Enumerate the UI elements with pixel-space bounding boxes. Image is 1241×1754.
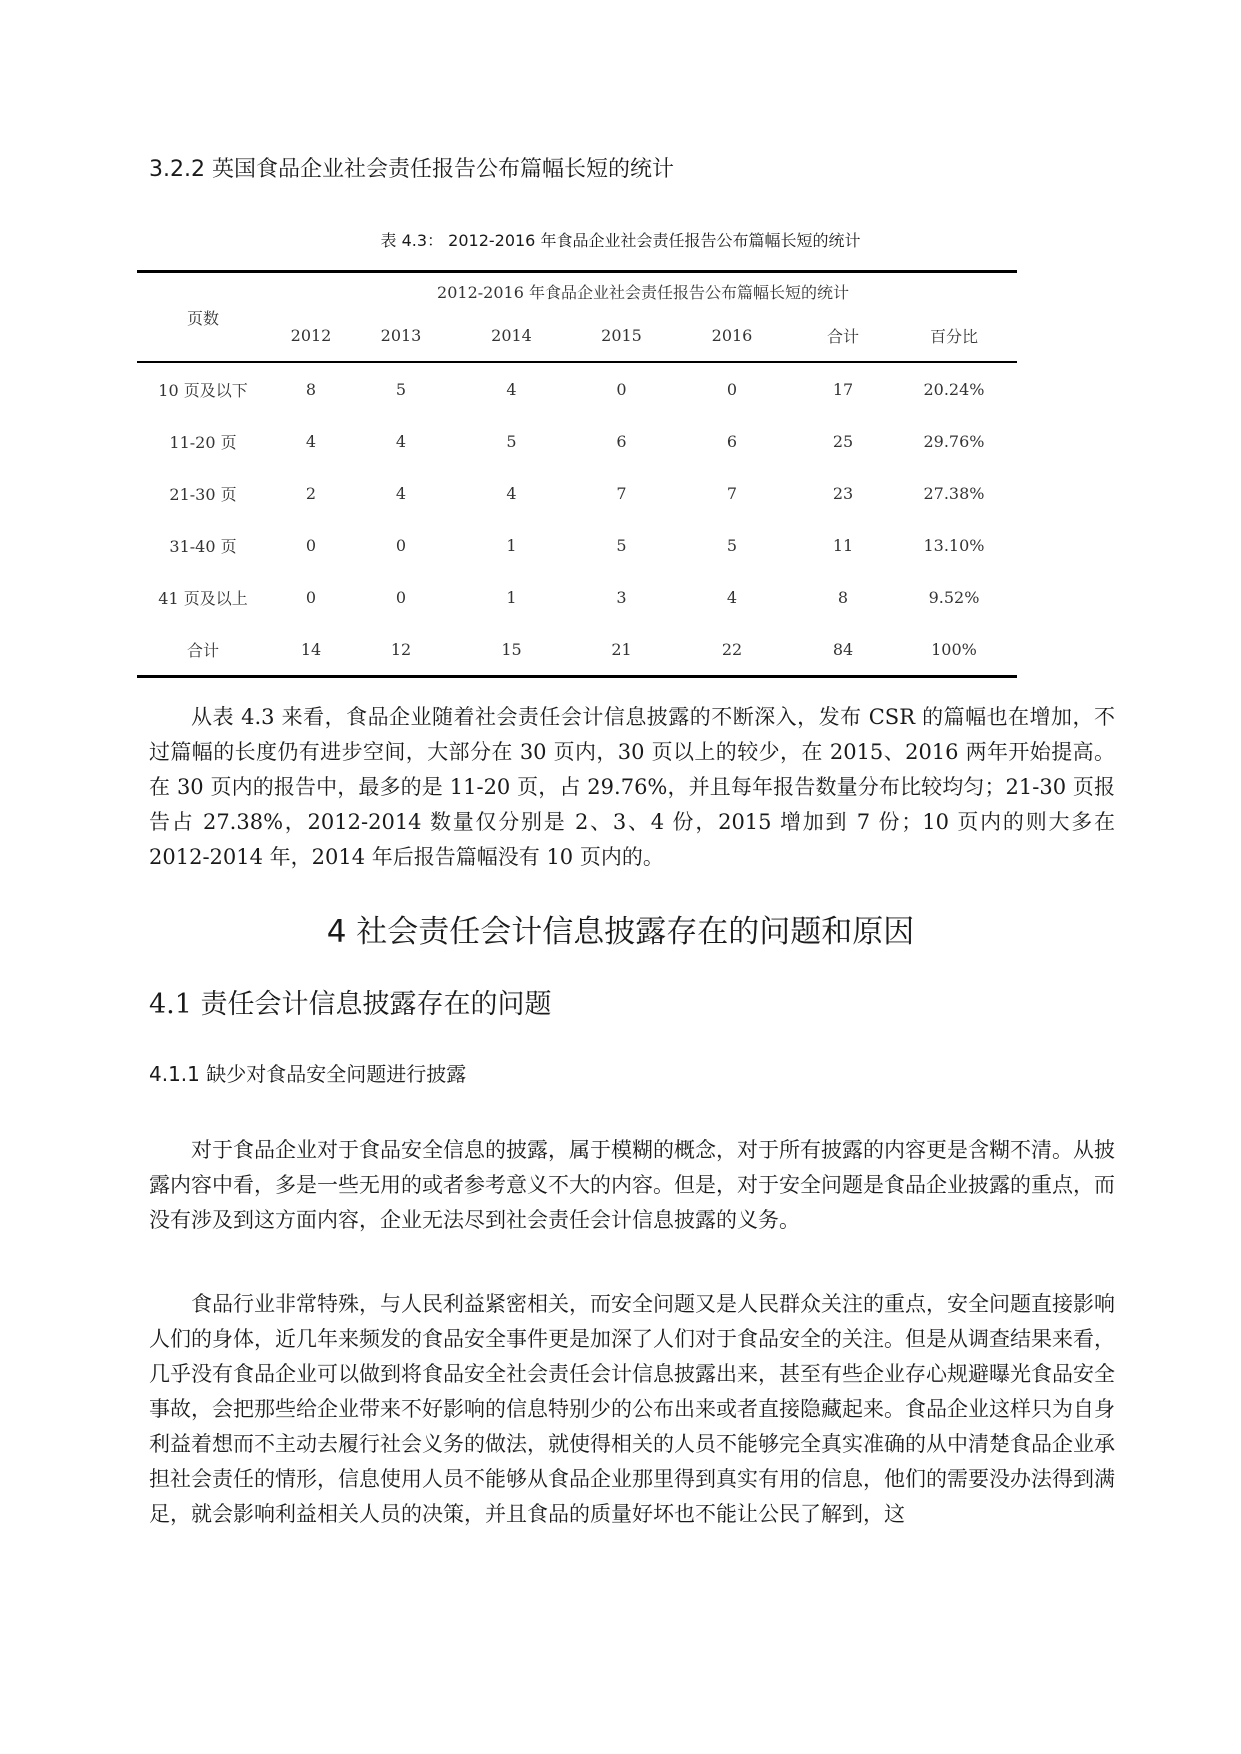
column-header: 2013 <box>353 309 449 362</box>
table-row <box>137 519 1017 571</box>
table-row <box>137 571 1017 623</box>
page-length-table <box>137 270 1017 678</box>
paragraph-1: 从表 4.3 来看，食品企业随着社会责任会计信息披露的不断深入，发布 CSR 的篇幅也在增加，不过篇幅的长度仍有进步空间，大部分在 30 页内，30 页以上的较少，在 2015、2016 两年开始提高。在 30 页内的报告中，最多的是 11-20 页，占 29.76%，并且每年报告数量分布比较均匀；21-30 页报告占 27.38%，2012-2014 数量仅分别是 2、3、4 份，2015 增加到 7 份；10 页内的则大多在 2012-2014 年，2014 年后报告篇幅没有 10 页内的。 <box>149 705 1115 869</box>
table-cell: 5 <box>616 535 627 555</box>
table-cell: 4 <box>506 379 517 399</box>
table-cell: 8 <box>305 379 317 399</box>
table-cell: 23 <box>832 483 854 503</box>
table-cell: 2 <box>305 483 317 503</box>
paragraph-2: 对于食品企业对于食品安全信息的披露，属于模糊的概念，对于所有披露的内容更是含糊不清。从披露内容中看，多是一些无用的或者参考意义不大的内容。但是，对于安全问题是食品企业披露的重点，而没有涉及到这方面内容，企业无法尽到社会责任会计信息披露的义务。 <box>149 1138 1115 1232</box>
column-header: 2015 <box>574 309 669 362</box>
column-header: 百分比 <box>891 309 1017 362</box>
group-header: 2012-2016 年食品企业社会责任报告公布篇幅长短的统计 <box>269 272 1017 310</box>
table-cell: 5 <box>506 431 517 451</box>
table-cell: 12 <box>353 623 449 677</box>
table-cell: 25 <box>832 431 854 451</box>
table-cell: 7 <box>726 483 738 503</box>
table-row <box>137 467 1017 519</box>
chapter-title: 4 社会责任会计信息披露存在的问题和原因 <box>326 914 915 950</box>
table-cell: 0 <box>616 379 627 399</box>
table-cell: 5 <box>395 379 407 399</box>
table-cell: 4 <box>506 483 517 503</box>
table-cell: 5 <box>726 535 738 555</box>
row-label: 41 页及以上 <box>158 588 248 608</box>
column-header: 合计 <box>795 309 891 362</box>
table-cell: 20.24% <box>923 379 985 399</box>
column-header: 2012 <box>269 309 353 362</box>
table-cell: 3 <box>616 587 627 607</box>
table-cell: 84 <box>795 623 891 677</box>
row-label: 11-20 页 <box>169 432 237 452</box>
table-cell: 4 <box>395 431 407 451</box>
table-cell: 7 <box>616 483 627 503</box>
table-cell: 100% <box>891 623 1017 677</box>
paragraph-3: 食品行业非常特殊，与人民利益紧密相关，而安全问题又是人民群众关注的重点，安全问题直接影响人们的身体，近几年来频发的食品安全事件更是加深了人们对于食品安全的关注。但是从调查结果来看，几乎没有食品企业可以做到将食品安全社会责任会计信息披露出来，甚至有些企业存心规避曝光食品安全事故，会把那些给企业带来不好影响的信息特别少的公布出来或者直接隐藏起来。食品企业这样只为自身利益着想而不主动去履行社会义务的做法，就使得相关的人员不能够完全真实准确的从中清楚食品企业承担社会责任的情形，信息使用人员不能够从食品企业那里得到真实有用的信息，他们的需要没办法得到满足，就会影响利益相关人员的决策，并且食品的质量好坏也不能让公民了解到，这 <box>149 1292 1115 1526</box>
table-cell: 0 <box>726 379 738 399</box>
table-cell: 6 <box>726 431 738 451</box>
table-row <box>137 623 1017 677</box>
column-header: 2014 <box>449 309 574 362</box>
table-cell: 1 <box>506 535 517 555</box>
table-cell: 4 <box>305 431 317 451</box>
table-cell: 22 <box>669 623 795 677</box>
table-cell: 29.76% <box>923 431 985 451</box>
column-header: 2016 <box>669 309 795 362</box>
row-label: 21-30 页 <box>169 484 237 504</box>
table-cell: 1 <box>506 587 517 607</box>
table-cell: 13.10% <box>923 535 985 555</box>
table-cell: 8 <box>837 587 849 607</box>
table-cell: 0 <box>395 587 407 607</box>
section-title: 4.1 责任会计信息披露存在的问题 <box>149 989 552 1020</box>
table-cell: 27.38% <box>923 483 985 503</box>
table-cell: 14 <box>269 623 353 677</box>
row-label: 10 页及以下 <box>158 380 248 400</box>
row-label: 31-40 页 <box>169 536 237 556</box>
table-row <box>137 415 1017 467</box>
table-cell: 4 <box>726 587 738 607</box>
table-cell: 4 <box>395 483 407 503</box>
table-caption: 表 4.3： 2012-2016 年食品企业社会责任报告公布篇幅长短的统计 <box>380 231 861 250</box>
table-cell: 15 <box>449 623 574 677</box>
table-cell: 0 <box>395 535 407 555</box>
subsection-title: 4.1.1 缺少对食品安全问题进行披露 <box>149 1062 467 1086</box>
table-row <box>137 362 1017 415</box>
row-label: 合计 <box>137 623 269 677</box>
section-heading: 3.2.2 英国食品企业社会责任报告公布篇幅长短的统计 <box>149 157 674 182</box>
table-cell: 0 <box>305 587 317 607</box>
table-cell: 9.52% <box>928 587 980 607</box>
table-cell: 0 <box>305 535 317 555</box>
table-cell: 17 <box>832 379 854 399</box>
table-cell: 6 <box>616 431 627 451</box>
row-header: 页数 <box>137 272 269 363</box>
table-cell: 21 <box>574 623 669 677</box>
table-cell: 11 <box>832 535 854 555</box>
